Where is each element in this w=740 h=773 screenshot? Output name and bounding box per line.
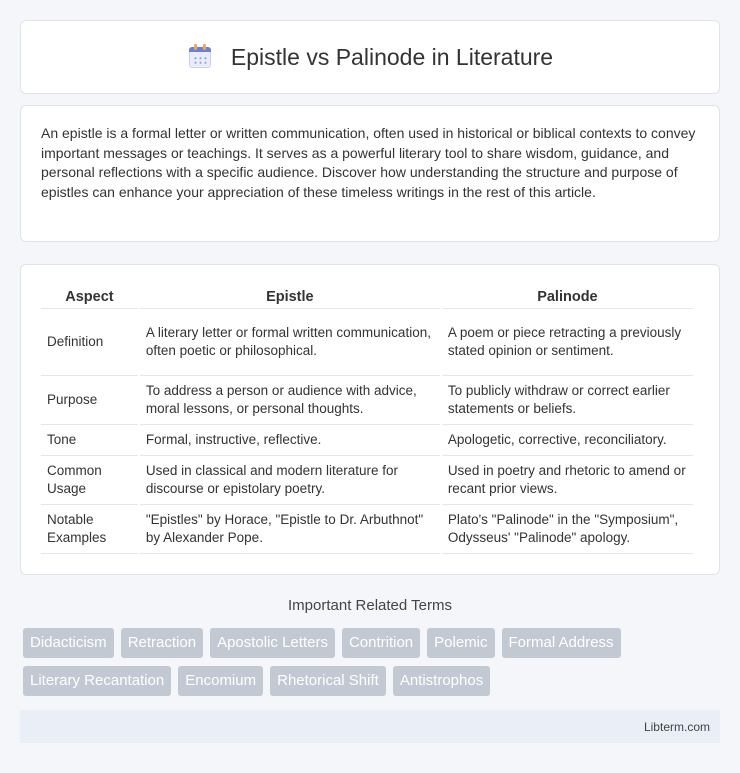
- title-wrap: [187, 44, 553, 71]
- table-header-row: [41, 285, 693, 309]
- row-epistle: To address a person or audience with advice, moral lessons, or personal thoughts.: [140, 376, 440, 425]
- row-epistle: A literary letter or formal written communication, often poetic or philosophical.: [140, 309, 440, 376]
- tag-didacticism[interactable]: Didacticism: [23, 628, 114, 658]
- tag-antistrophos[interactable]: Antistrophos: [393, 666, 490, 696]
- header-palinode: Palinode: [442, 285, 693, 309]
- related-terms-heading: Important Related Terms: [288, 597, 452, 614]
- related-terms-tags: [23, 628, 723, 696]
- title-card: [20, 20, 720, 94]
- comparison-table-card: [20, 264, 720, 575]
- comparison-table: [39, 285, 695, 554]
- tag-formal-address[interactable]: Formal Address: [502, 628, 621, 658]
- tag-rhetorical-shift[interactable]: Rhetorical Shift: [270, 666, 386, 696]
- table-row: [41, 425, 693, 456]
- table-row: [41, 309, 693, 376]
- row-aspect: Tone: [41, 425, 138, 456]
- row-epistle: "Epistles" by Horace, "Epistle to Dr. Arbuthnot" by Alexander Pope.: [140, 505, 440, 554]
- table-row: [41, 505, 693, 554]
- row-epistle: Formal, instructive, reflective.: [140, 425, 440, 456]
- footer: [20, 710, 720, 743]
- row-aspect: Common Usage: [41, 456, 138, 505]
- table-row: [41, 376, 693, 425]
- row-palinode: To publicly withdraw or correct earlier statements or beliefs.: [442, 376, 693, 425]
- row-aspect: Definition: [41, 309, 138, 376]
- row-palinode: Plato's "Palinode" in the "Symposium", Odysseus' "Palinode" apology.: [442, 505, 693, 554]
- intro-text: An epistle is a formal letter or written communication, often used in historical or biblical contexts to convey important messages or teachings. It serves as a powerful literary tool to share wisdom, guidance, and personal reflections with a specific audience. Discover how understanding the structure and purpose of epistles can enhance your appreciation of these timeless writings in the rest of this article.: [41, 125, 696, 200]
- row-palinode: Apologetic, corrective, reconciliatory.: [442, 425, 693, 456]
- tag-apostolic-letters[interactable]: Apostolic Letters: [210, 628, 335, 658]
- page-title: Epistle vs Palinode in Literature: [230, 43, 554, 70]
- table-row: [41, 456, 693, 505]
- row-palinode: Used in poetry and rhetoric to amend or recant prior views.: [442, 456, 693, 505]
- row-aspect: Notable Examples: [41, 505, 138, 554]
- row-aspect: Purpose: [41, 376, 138, 425]
- tag-encomium[interactable]: Encomium: [178, 666, 263, 696]
- tag-retraction[interactable]: Retraction: [121, 628, 203, 658]
- tag-polemic[interactable]: Polemic: [427, 628, 494, 658]
- row-palinode: A poem or piece retracting a previously stated opinion or sentiment.: [442, 309, 693, 376]
- tag-literary-recantation[interactable]: Literary Recantation: [23, 666, 171, 696]
- header-aspect: Aspect: [41, 285, 138, 309]
- footer-site-link[interactable]: Libterm.com: [643, 719, 710, 734]
- row-epistle: Used in classical and modern literature for discourse or epistolary poetry.: [140, 456, 440, 505]
- intro-card: [20, 105, 720, 242]
- header-epistle: Epistle: [140, 285, 440, 309]
- tag-contrition[interactable]: Contrition: [342, 628, 420, 658]
- calendar-icon: [187, 44, 213, 70]
